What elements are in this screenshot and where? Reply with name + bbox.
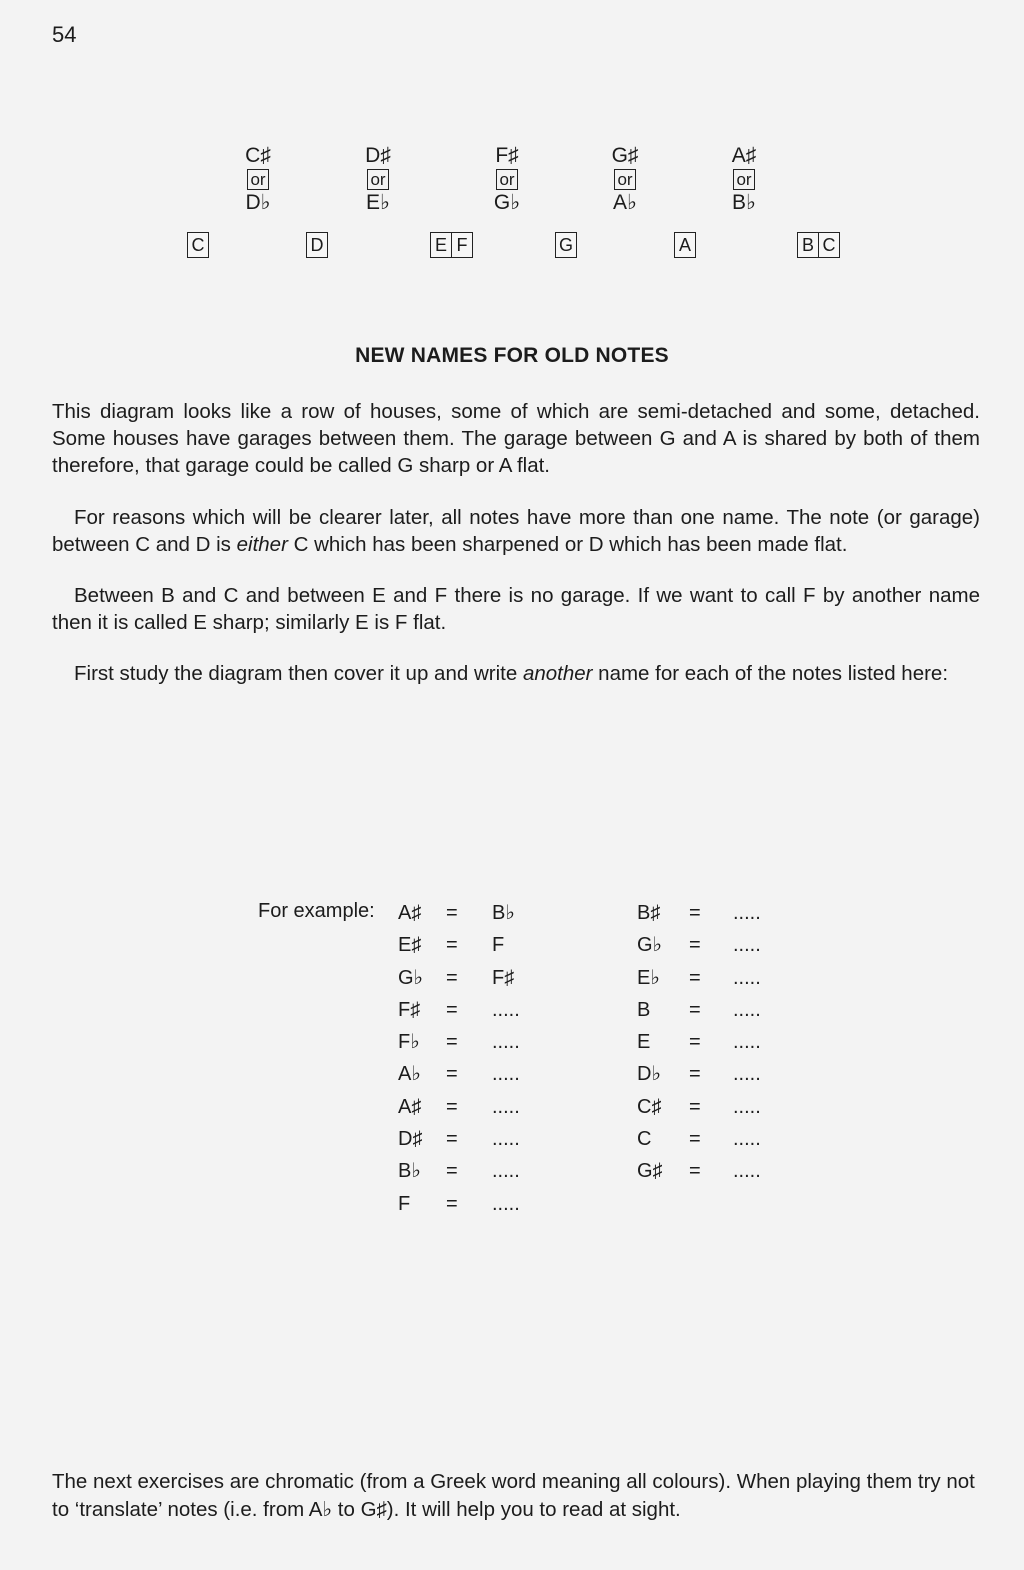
answer-blank: ..... — [492, 1063, 520, 1086]
exercise-row — [637, 997, 823, 1029]
equals-sign: = — [446, 1063, 458, 1086]
exercise-right-column — [637, 900, 823, 1191]
text-run: name for each of the notes listed here: — [592, 662, 949, 685]
white-key-label: A — [678, 235, 691, 255]
equals-sign: = — [689, 1063, 701, 1086]
chromatic-note: The next exercises are chromatic (from a Greek word meaning all colours). When playing them try not to ‘translate’ notes (i.e. from A♭ to G♯). It will help you to read at sight. — [52, 1470, 975, 1521]
flat-name: B♭ — [732, 191, 756, 214]
exercise-row — [398, 997, 582, 1029]
note-name: E♯ — [398, 934, 422, 957]
white-key-label: C — [818, 233, 839, 257]
exercise-row — [637, 1126, 823, 1158]
answer-blank: ..... — [733, 966, 761, 989]
equals-sign: = — [689, 966, 701, 989]
exercise-row — [398, 900, 582, 932]
note-name: B♯ — [637, 902, 661, 924]
or-box: or — [614, 169, 635, 190]
flat-name: E♭ — [366, 191, 390, 214]
black-key-label — [348, 144, 408, 214]
equals-sign: = — [446, 998, 458, 1021]
equals-sign: = — [446, 934, 458, 957]
equals-sign: = — [689, 1128, 701, 1151]
exercise-row — [398, 1126, 582, 1158]
note-name: E♭ — [637, 966, 660, 989]
black-key-label — [228, 144, 288, 214]
exercise-row — [398, 1191, 582, 1223]
answer-blank: ..... — [733, 1128, 761, 1151]
paragraph-houses: This diagram looks like a row of houses, some of which are semi-detached and some, detached. Some houses have garages between them. The garage between G and A is shared by both of them therefore, that garage could be called G sharp or A flat. — [52, 400, 980, 477]
black-key-label — [477, 144, 537, 214]
text-run: First study the diagram then cover it up and write — [74, 662, 523, 685]
equals-sign: = — [446, 1192, 458, 1215]
equals-sign: = — [446, 1128, 458, 1151]
note-name: F — [398, 1192, 411, 1215]
or-box: or — [496, 169, 517, 190]
white-key-label: F — [451, 233, 472, 257]
answer-blank: ..... — [492, 998, 520, 1021]
sharp-name: D♯ — [365, 144, 391, 167]
answer-blank: ..... — [733, 1031, 761, 1054]
equals-sign: = — [689, 1095, 701, 1118]
note-name: G♭ — [398, 966, 423, 989]
exercise-row — [398, 1094, 582, 1126]
note-name: C — [637, 1128, 652, 1151]
exercise-row — [398, 1029, 582, 1061]
note-name: F♯ — [398, 998, 421, 1021]
text-run: C which has been sharpened or D which has been made flat. — [287, 533, 848, 556]
white-key-box — [797, 232, 840, 258]
emphasis-another: another — [522, 662, 593, 685]
equals-sign: = — [689, 998, 701, 1021]
white-key-box — [430, 232, 473, 258]
white-key-label: C — [191, 235, 205, 255]
section-heading: NEW NAMES FOR OLD NOTES — [355, 344, 669, 367]
answer-blank: B♭ — [492, 902, 515, 924]
white-key-box — [555, 232, 577, 258]
exercise-row — [637, 1158, 823, 1190]
example-label: For example: — [258, 900, 375, 922]
answer-blank: ..... — [492, 1128, 520, 1151]
answer-blank: ..... — [492, 1160, 520, 1183]
note-name: G♭ — [637, 934, 662, 957]
answer-blank: F♯ — [492, 966, 515, 989]
page-number: 54 — [52, 22, 77, 47]
equals-sign: = — [689, 1160, 701, 1183]
keyboard-diagram — [0, 0, 1024, 270]
black-key-label — [714, 144, 774, 214]
flat-name: A♭ — [613, 191, 637, 214]
answer-blank: ..... — [733, 1095, 761, 1118]
note-name: A♯ — [398, 902, 422, 924]
note-name: B♭ — [398, 1160, 421, 1183]
white-key-box — [674, 232, 696, 258]
exercise-left-column — [398, 900, 582, 1223]
sharp-name: A♯ — [731, 144, 757, 167]
note-name: A♭ — [398, 1063, 421, 1086]
text-run: For reasons which will be clearer later, all notes have more than one name. The note (or garage) between C and D is — [52, 506, 980, 556]
note-name: C♯ — [637, 1095, 662, 1118]
equals-sign: = — [446, 1160, 458, 1183]
white-key-label: E — [434, 235, 447, 255]
answer-blank: ..... — [492, 1095, 520, 1118]
equals-sign: = — [446, 902, 458, 924]
answer-blank: ..... — [492, 1031, 520, 1054]
equals-sign: = — [446, 1095, 458, 1118]
exercise-row — [637, 932, 823, 964]
note-name: E — [637, 1031, 651, 1054]
answer-blank: ..... — [733, 934, 761, 957]
sharp-name: F♯ — [495, 144, 519, 167]
sharp-name: C♯ — [245, 144, 271, 167]
paragraph-instruction — [52, 660, 980, 687]
answer-blank: ..... — [733, 1063, 761, 1086]
black-key-label — [595, 144, 655, 214]
exercise-row — [398, 1158, 582, 1190]
answer-blank: ..... — [733, 902, 761, 924]
or-box: or — [733, 169, 754, 190]
answer-blank: ..... — [733, 998, 761, 1021]
sharp-name: G♯ — [611, 144, 639, 167]
paragraph-no-garage: Between B and C and between E and F there is no garage. If we want to call F by another name then it is called E sharp; similarly E is F flat. — [52, 584, 980, 634]
exercise-row — [398, 1061, 582, 1093]
white-key-box — [306, 232, 328, 258]
exercise-row — [637, 1029, 823, 1061]
emphasis-either: either — [236, 533, 288, 556]
or-box: or — [247, 169, 268, 190]
equals-sign: = — [689, 934, 701, 957]
flat-name: G♭ — [493, 191, 521, 214]
exercise-row — [637, 900, 823, 932]
flat-name: D♭ — [245, 191, 271, 214]
equals-sign: = — [446, 966, 458, 989]
or-box: or — [367, 169, 388, 190]
exercise-row — [398, 932, 582, 964]
note-name: F♭ — [398, 1031, 420, 1054]
answer-blank: F — [492, 934, 505, 957]
exercise-row — [398, 965, 582, 997]
paragraph-names — [52, 504, 980, 558]
exercise-row — [637, 1094, 823, 1126]
note-name: A♯ — [398, 1095, 422, 1118]
note-name: G♯ — [637, 1160, 663, 1183]
answer-blank: ..... — [492, 1192, 520, 1215]
white-key-label: D — [310, 235, 324, 255]
equals-sign: = — [446, 1031, 458, 1054]
exercise-row — [637, 965, 823, 997]
equals-sign: = — [689, 1031, 701, 1054]
note-name: D♯ — [398, 1128, 423, 1151]
answer-blank: ..... — [733, 1160, 761, 1183]
exercise-row — [637, 1061, 823, 1093]
equals-sign: = — [689, 902, 701, 924]
white-key-label: B — [801, 235, 814, 255]
note-name: B — [637, 998, 651, 1021]
white-key-box — [187, 232, 209, 258]
white-key-label: G — [558, 235, 573, 255]
note-name: D♭ — [637, 1063, 661, 1086]
